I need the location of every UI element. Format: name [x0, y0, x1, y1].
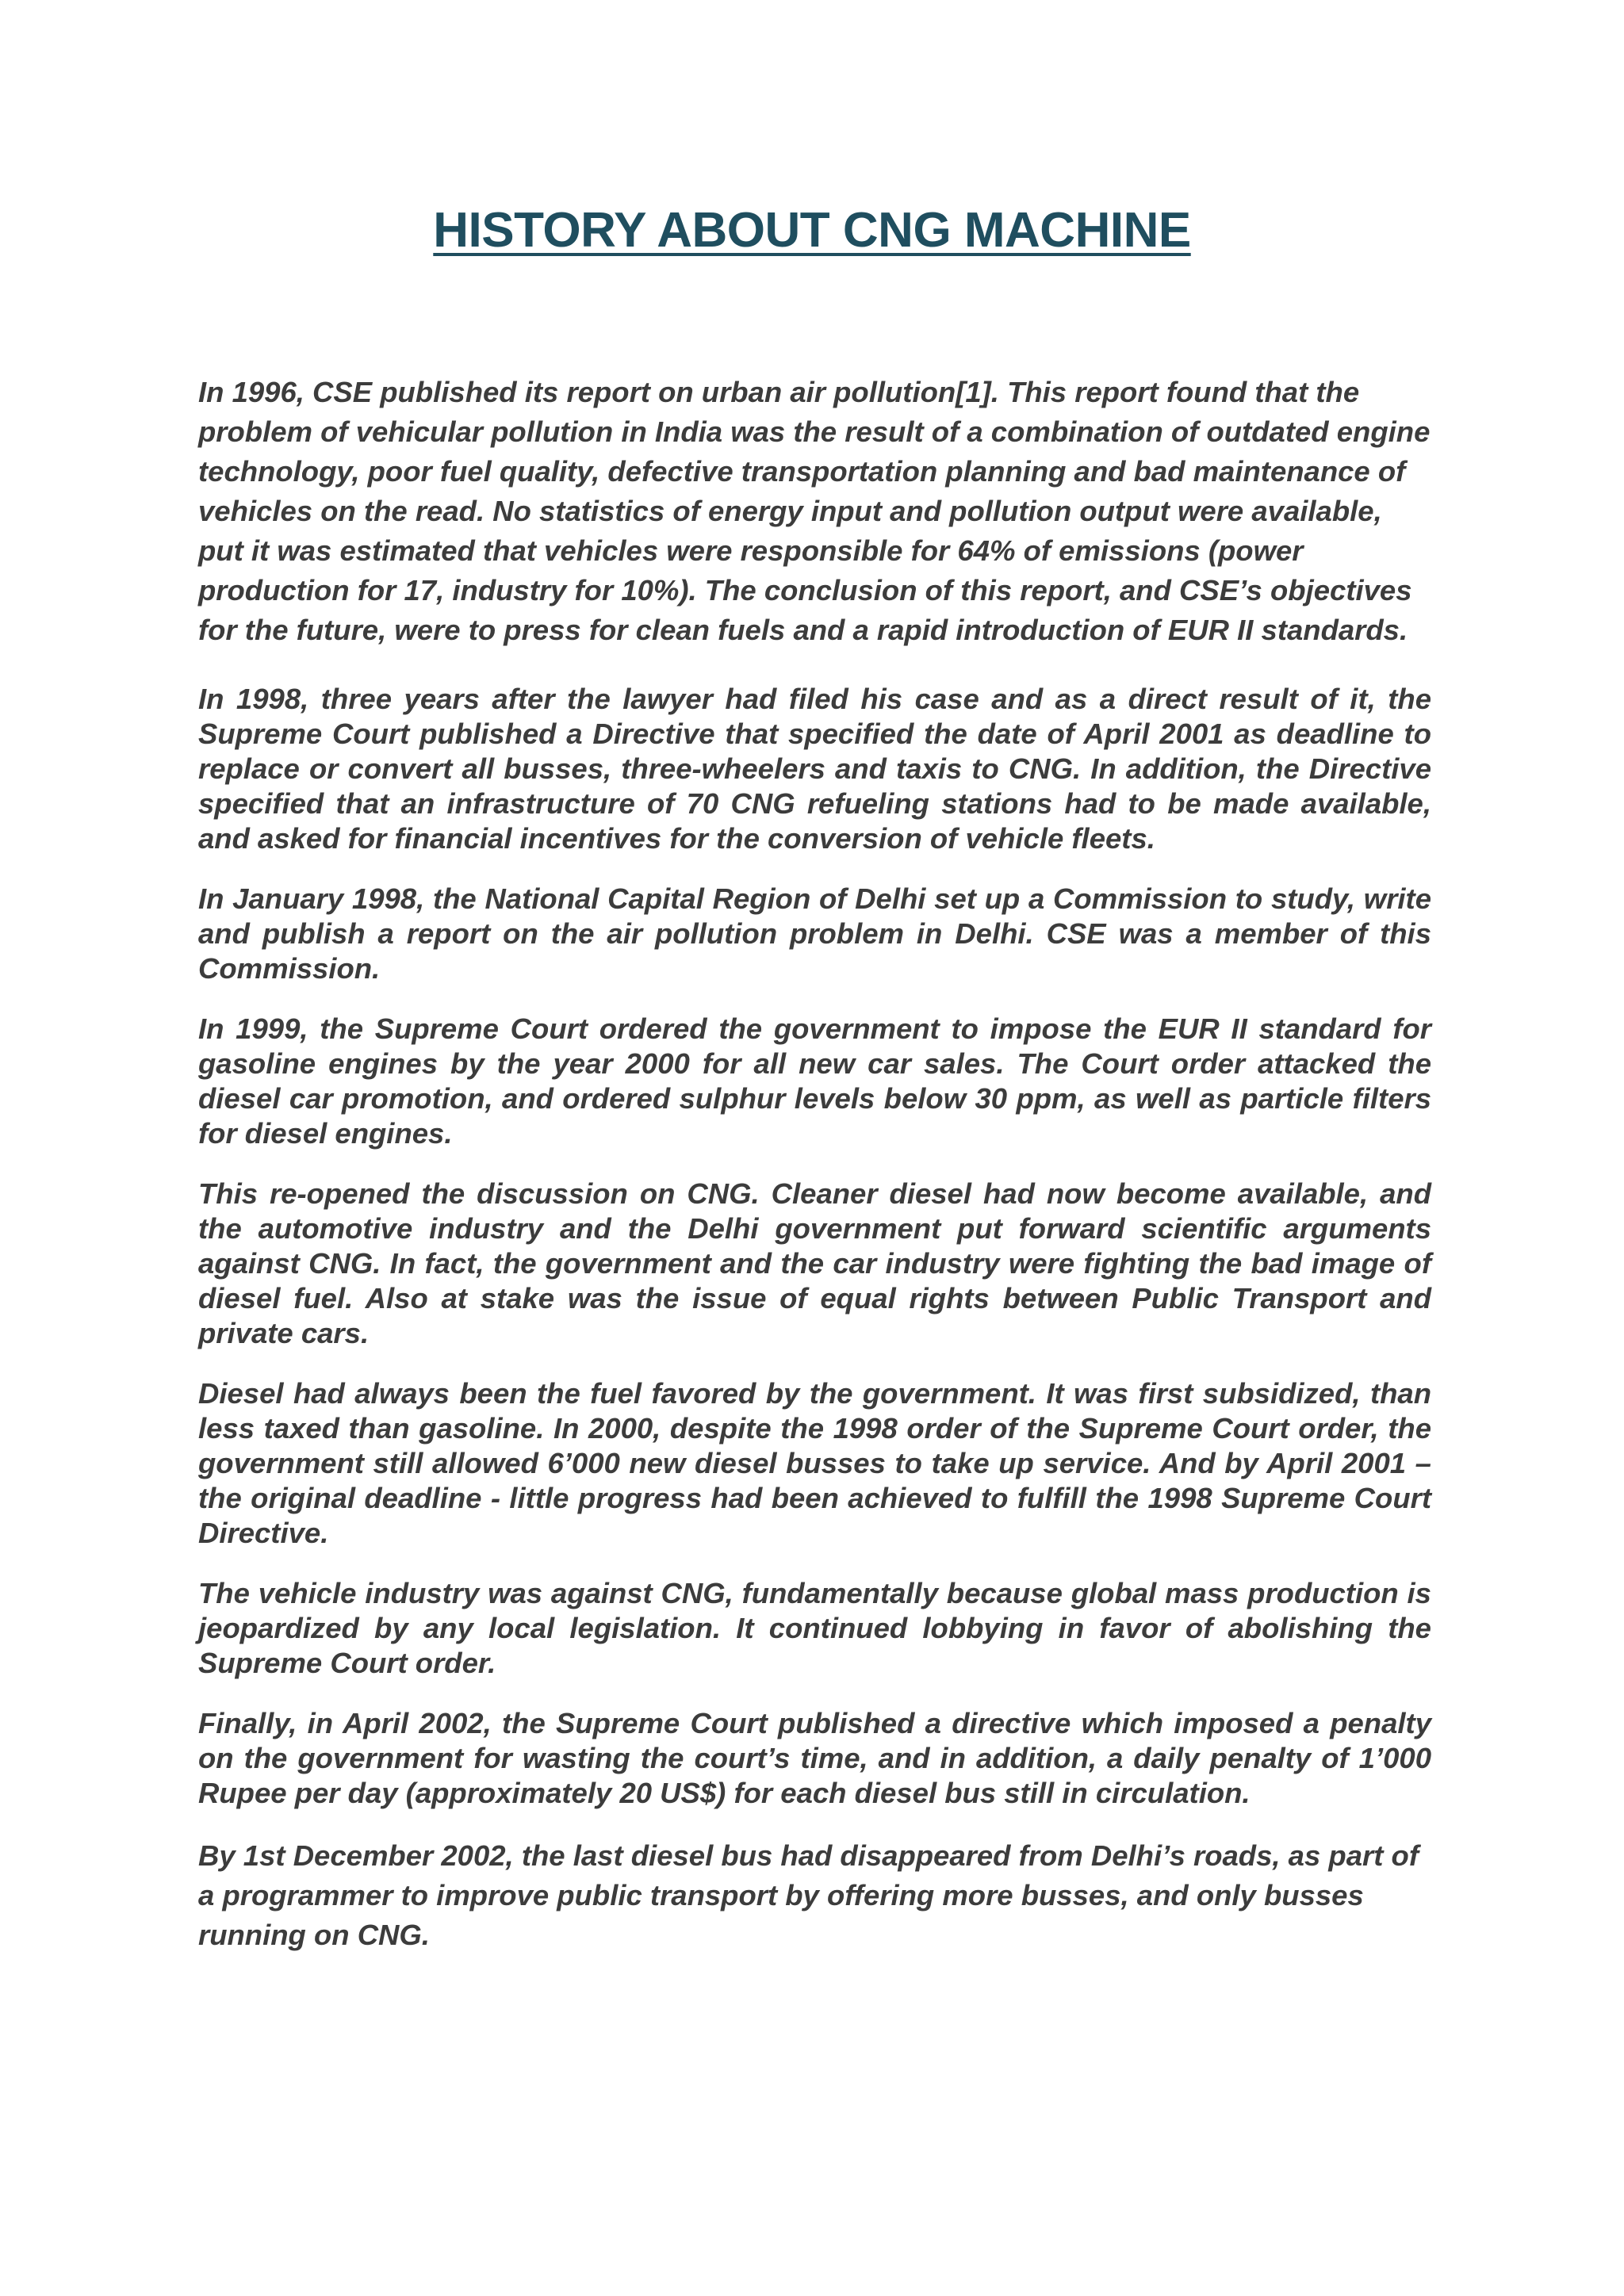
- paragraph-diesel-favored: Diesel had always been the fuel favored by the government. It was first subsidized, than less taxed than gasoline. In 2000, despite the 1998 order of the Supreme Court order, the government still allowed 6’000 new diesel busses to take up service. And by April 2001 – the original deadline - little progress had been achieved to fulfill the 1998 Supreme Court Directive.: [198, 1377, 1431, 1549]
- document-body: [198, 373, 1431, 1955]
- paragraph-january-1998-commission: In January 1998, the National Capital Region of Delhi set up a Commission to study, write and publish a report on the air pollution problem in Delhi. CSE was a member of this Commission.: [198, 882, 1431, 985]
- page-title: HISTORY ABOUT CNG MACHINE: [433, 203, 1191, 258]
- paragraph-1998-supreme-court-directive: In 1998, three years after the lawyer had filed his case and as a direct result of it, the Supreme Court published a Directive that specified the date of April 2001 as deadline to replace or convert all busses, three-wheelers and taxis to CNG. In addition, the Directive specified that an infrastructure of 70 CNG refueling stations had to be made available, and asked for financial incentives for the conversion of vehicle fleets.: [198, 683, 1431, 855]
- paragraph-cng-discussion: This re-opened the discussion on CNG. Cleaner diesel had now become available, and the automotive industry and the Delhi government put forward scientific arguments against CNG. In fact, the government and the car industry were fighting the bad image of diesel fuel. Also at stake was the issue of equal rights between Public Transport and private cars.: [198, 1177, 1431, 1349]
- paragraph-vehicle-industry: The vehicle industry was against CNG, fundamentally because global mass production is jeopardized by any local legislation. It continued lobbying in favor of abolishing the Supreme Court order.: [198, 1577, 1431, 1679]
- paragraph-1999-eur-ii-order: In 1999, the Supreme Court ordered the government to impose the EUR II standard for gasoline engines by the year 2000 for all new car sales. The Court order attacked the diesel car promotion, and ordered sulphur levels below 30 ppm, as well as particle filters for diesel engines.: [198, 1012, 1431, 1150]
- paragraph-april-2002-penalty: Finally, in April 2002, the Supreme Court published a directive which imposed a penalty on the government for wasting the court’s time, and in addition, a daily penalty of 1’000 Rupee per day (approximately 20 US$) for each diesel bus still in circulation.: [198, 1707, 1431, 1809]
- paragraph-december-2002-last-diesel-bus: By 1st December 2002, the last diesel bus had disappeared from Delhi’s roads, as part of a programmer to improve public transport by offering more busses, and only busses running on CNG.: [198, 1839, 1419, 1951]
- paragraph-1996-cse-report: In 1996, CSE published its report on urban air pollution[1]. This report found that the problem of vehicular pollution in India was the result of a combination of outdated engine technology, poor fuel quality, defective transportation planning and bad maintenance of vehicles on the read. No statistics of energy input and pollution output were available, put it was estimated that vehicles were responsible for 64% of emissions (power production for 17, industry for 10%). The conclusion of this report, and CSE’s objectives for the future, were to press for clean fuels and a rapid introduction of EUR II standards.: [198, 376, 1431, 646]
